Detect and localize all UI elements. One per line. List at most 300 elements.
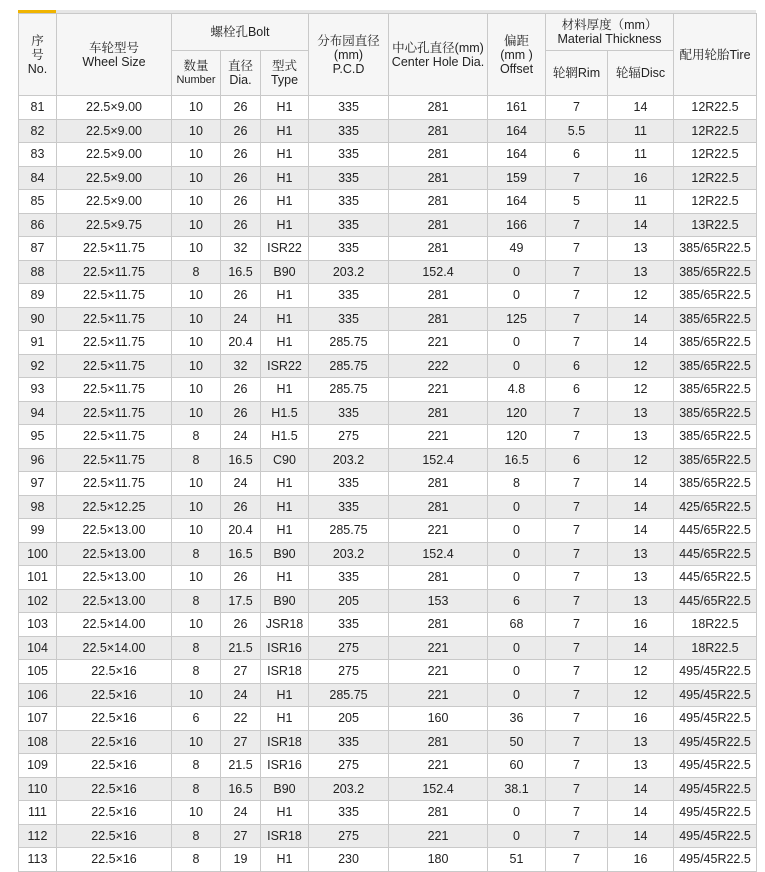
cell-no: 101 bbox=[19, 566, 57, 590]
cell-bolt-dia: 24 bbox=[221, 801, 261, 825]
cell-bolt-number: 8 bbox=[172, 636, 221, 660]
cell-pcd: 335 bbox=[309, 801, 389, 825]
cell-rim: 7 bbox=[546, 636, 608, 660]
header-no: 序 号 No. bbox=[19, 14, 57, 96]
cell-bolt-number: 8 bbox=[172, 260, 221, 284]
cell-no: 100 bbox=[19, 542, 57, 566]
cell-offset: 16.5 bbox=[488, 448, 546, 472]
cell-offset: 0 bbox=[488, 824, 546, 848]
cell-wheel-size: 22.5×11.75 bbox=[57, 260, 172, 284]
cell-center-hole: 153 bbox=[389, 589, 488, 613]
cell-bolt-dia: 26 bbox=[221, 284, 261, 308]
cell-bolt-type: H1 bbox=[261, 683, 309, 707]
cell-pcd: 335 bbox=[309, 472, 389, 496]
cell-bolt-type: H1 bbox=[261, 801, 309, 825]
table-row bbox=[19, 566, 757, 590]
cell-rim: 7 bbox=[546, 331, 608, 355]
cell-pcd: 335 bbox=[309, 213, 389, 237]
cell-no: 83 bbox=[19, 143, 57, 167]
cell-disc: 12 bbox=[608, 660, 674, 684]
cell-center-hole: 221 bbox=[389, 660, 488, 684]
cell-tire: 495/45R22.5 bbox=[674, 660, 757, 684]
cell-no: 111 bbox=[19, 801, 57, 825]
cell-tire: 495/45R22.5 bbox=[674, 777, 757, 801]
cell-tire: 445/65R22.5 bbox=[674, 542, 757, 566]
header-bolt-dia: 直径 Dia. bbox=[221, 51, 261, 96]
table-row bbox=[19, 542, 757, 566]
cell-wheel-size: 22.5×16 bbox=[57, 660, 172, 684]
cell-no: 108 bbox=[19, 730, 57, 754]
table-row bbox=[19, 495, 757, 519]
cell-center-hole: 281 bbox=[389, 495, 488, 519]
cell-wheel-size: 22.5×16 bbox=[57, 754, 172, 778]
cell-rim: 7 bbox=[546, 801, 608, 825]
cell-bolt-number: 10 bbox=[172, 683, 221, 707]
cell-no: 91 bbox=[19, 331, 57, 355]
cell-pcd: 203.2 bbox=[309, 448, 389, 472]
cell-tire: 385/65R22.5 bbox=[674, 331, 757, 355]
cell-no: 90 bbox=[19, 307, 57, 331]
table-row bbox=[19, 730, 757, 754]
cell-pcd: 335 bbox=[309, 613, 389, 637]
cell-center-hole: 281 bbox=[389, 213, 488, 237]
cell-bolt-dia: 22 bbox=[221, 707, 261, 731]
cell-no: 86 bbox=[19, 213, 57, 237]
cell-rim: 7 bbox=[546, 660, 608, 684]
cell-center-hole: 180 bbox=[389, 848, 488, 872]
cell-bolt-number: 10 bbox=[172, 96, 221, 120]
cell-disc: 13 bbox=[608, 542, 674, 566]
cell-rim: 7 bbox=[546, 213, 608, 237]
cell-offset: 0 bbox=[488, 542, 546, 566]
header-rim: 轮辋Rim bbox=[546, 51, 608, 96]
cell-pcd: 335 bbox=[309, 495, 389, 519]
cell-wheel-size: 22.5×11.75 bbox=[57, 425, 172, 449]
cell-offset: 0 bbox=[488, 331, 546, 355]
cell-offset: 36 bbox=[488, 707, 546, 731]
cell-rim: 7 bbox=[546, 260, 608, 284]
cell-offset: 60 bbox=[488, 754, 546, 778]
table-row bbox=[19, 401, 757, 425]
cell-offset: 51 bbox=[488, 848, 546, 872]
table-row bbox=[19, 777, 757, 801]
cell-pcd: 275 bbox=[309, 824, 389, 848]
cell-pcd: 285.75 bbox=[309, 331, 389, 355]
cell-bolt-dia: 26 bbox=[221, 495, 261, 519]
cell-pcd: 335 bbox=[309, 237, 389, 261]
cell-tire: 12R22.5 bbox=[674, 143, 757, 167]
cell-bolt-type: ISR22 bbox=[261, 354, 309, 378]
wheel-spec-table bbox=[18, 13, 757, 872]
cell-rim: 7 bbox=[546, 284, 608, 308]
cell-bolt-type: H1 bbox=[261, 119, 309, 143]
cell-disc: 13 bbox=[608, 260, 674, 284]
cell-disc: 14 bbox=[608, 824, 674, 848]
cell-center-hole: 281 bbox=[389, 566, 488, 590]
cell-center-hole: 281 bbox=[389, 143, 488, 167]
cell-bolt-number: 10 bbox=[172, 284, 221, 308]
cell-tire: 385/65R22.5 bbox=[674, 448, 757, 472]
cell-bolt-type: H1 bbox=[261, 566, 309, 590]
cell-bolt-number: 10 bbox=[172, 566, 221, 590]
cell-wheel-size: 22.5×9.75 bbox=[57, 213, 172, 237]
cell-bolt-type: B90 bbox=[261, 777, 309, 801]
cell-disc: 16 bbox=[608, 848, 674, 872]
cell-pcd: 285.75 bbox=[309, 683, 389, 707]
cell-bolt-number: 8 bbox=[172, 754, 221, 778]
cell-wheel-size: 22.5×11.75 bbox=[57, 448, 172, 472]
cell-bolt-type: H1 bbox=[261, 213, 309, 237]
cell-bolt-dia: 26 bbox=[221, 96, 261, 120]
cell-bolt-type: H1 bbox=[261, 307, 309, 331]
cell-wheel-size: 22.5×11.75 bbox=[57, 378, 172, 402]
cell-bolt-type: H1 bbox=[261, 472, 309, 496]
cell-no: 95 bbox=[19, 425, 57, 449]
table-row bbox=[19, 425, 757, 449]
cell-pcd: 335 bbox=[309, 730, 389, 754]
cell-rim: 7 bbox=[546, 730, 608, 754]
cell-tire: 495/45R22.5 bbox=[674, 683, 757, 707]
cell-tire: 445/65R22.5 bbox=[674, 519, 757, 543]
cell-rim: 7 bbox=[546, 613, 608, 637]
cell-disc: 11 bbox=[608, 143, 674, 167]
table-row bbox=[19, 448, 757, 472]
table-row bbox=[19, 284, 757, 308]
cell-bolt-number: 10 bbox=[172, 307, 221, 331]
cell-bolt-dia: 16.5 bbox=[221, 777, 261, 801]
cell-bolt-dia: 19 bbox=[221, 848, 261, 872]
cell-disc: 13 bbox=[608, 754, 674, 778]
cell-disc: 13 bbox=[608, 589, 674, 613]
cell-tire: 385/65R22.5 bbox=[674, 472, 757, 496]
cell-no: 106 bbox=[19, 683, 57, 707]
table-row bbox=[19, 213, 757, 237]
cell-bolt-number: 10 bbox=[172, 378, 221, 402]
cell-wheel-size: 22.5×16 bbox=[57, 683, 172, 707]
cell-rim: 6 bbox=[546, 143, 608, 167]
header-center-hole: 中心孔直径(mm) Center Hole Dia. bbox=[389, 14, 488, 96]
cell-bolt-type: ISR18 bbox=[261, 730, 309, 754]
cell-bolt-dia: 27 bbox=[221, 730, 261, 754]
cell-disc: 12 bbox=[608, 683, 674, 707]
cell-bolt-dia: 26 bbox=[221, 143, 261, 167]
cell-pcd: 203.2 bbox=[309, 260, 389, 284]
cell-center-hole: 281 bbox=[389, 284, 488, 308]
table-row bbox=[19, 260, 757, 284]
cell-bolt-dia: 27 bbox=[221, 824, 261, 848]
cell-tire: 495/45R22.5 bbox=[674, 707, 757, 731]
cell-no: 109 bbox=[19, 754, 57, 778]
cell-no: 98 bbox=[19, 495, 57, 519]
cell-tire: 495/45R22.5 bbox=[674, 730, 757, 754]
cell-disc: 14 bbox=[608, 307, 674, 331]
cell-disc: 14 bbox=[608, 213, 674, 237]
cell-bolt-dia: 26 bbox=[221, 119, 261, 143]
cell-tire: 12R22.5 bbox=[674, 190, 757, 214]
cell-disc: 14 bbox=[608, 495, 674, 519]
cell-tire: 385/65R22.5 bbox=[674, 284, 757, 308]
cell-rim: 7 bbox=[546, 589, 608, 613]
cell-rim: 7 bbox=[546, 754, 608, 778]
cell-rim: 7 bbox=[546, 472, 608, 496]
cell-center-hole: 152.4 bbox=[389, 448, 488, 472]
table-row bbox=[19, 143, 757, 167]
cell-disc: 14 bbox=[608, 331, 674, 355]
cell-offset: 68 bbox=[488, 613, 546, 637]
cell-center-hole: 221 bbox=[389, 519, 488, 543]
cell-disc: 16 bbox=[608, 707, 674, 731]
cell-bolt-number: 8 bbox=[172, 824, 221, 848]
cell-bolt-type: B90 bbox=[261, 542, 309, 566]
cell-offset: 0 bbox=[488, 354, 546, 378]
cell-bolt-dia: 26 bbox=[221, 213, 261, 237]
cell-offset: 49 bbox=[488, 237, 546, 261]
cell-tire: 495/45R22.5 bbox=[674, 754, 757, 778]
cell-no: 96 bbox=[19, 448, 57, 472]
cell-rim: 5 bbox=[546, 190, 608, 214]
cell-bolt-type: H1 bbox=[261, 519, 309, 543]
cell-wheel-size: 22.5×12.25 bbox=[57, 495, 172, 519]
cell-rim: 7 bbox=[546, 96, 608, 120]
cell-rim: 7 bbox=[546, 707, 608, 731]
cell-center-hole: 281 bbox=[389, 730, 488, 754]
cell-bolt-number: 10 bbox=[172, 401, 221, 425]
cell-wheel-size: 22.5×16 bbox=[57, 707, 172, 731]
cell-no: 92 bbox=[19, 354, 57, 378]
table-row bbox=[19, 707, 757, 731]
cell-tire: 12R22.5 bbox=[674, 96, 757, 120]
cell-bolt-type: ISR16 bbox=[261, 754, 309, 778]
cell-bolt-number: 8 bbox=[172, 777, 221, 801]
cell-rim: 7 bbox=[546, 401, 608, 425]
cell-offset: 0 bbox=[488, 801, 546, 825]
cell-bolt-type: H1 bbox=[261, 495, 309, 519]
cell-bolt-number: 10 bbox=[172, 613, 221, 637]
cell-no: 81 bbox=[19, 96, 57, 120]
cell-rim: 7 bbox=[546, 237, 608, 261]
cell-disc: 14 bbox=[608, 472, 674, 496]
table-row bbox=[19, 237, 757, 261]
cell-disc: 12 bbox=[608, 448, 674, 472]
cell-offset: 0 bbox=[488, 566, 546, 590]
cell-center-hole: 221 bbox=[389, 331, 488, 355]
cell-bolt-number: 8 bbox=[172, 425, 221, 449]
cell-rim: 5.5 bbox=[546, 119, 608, 143]
cell-wheel-size: 22.5×11.75 bbox=[57, 354, 172, 378]
table-row bbox=[19, 166, 757, 190]
table-row bbox=[19, 354, 757, 378]
table-row bbox=[19, 472, 757, 496]
cell-pcd: 335 bbox=[309, 143, 389, 167]
cell-bolt-type: B90 bbox=[261, 260, 309, 284]
cell-rim: 6 bbox=[546, 448, 608, 472]
cell-bolt-number: 10 bbox=[172, 143, 221, 167]
cell-center-hole: 281 bbox=[389, 613, 488, 637]
cell-center-hole: 281 bbox=[389, 166, 488, 190]
cell-disc: 12 bbox=[608, 378, 674, 402]
cell-pcd: 275 bbox=[309, 425, 389, 449]
cell-bolt-type: H1 bbox=[261, 378, 309, 402]
cell-bolt-type: JSR18 bbox=[261, 613, 309, 637]
cell-pcd: 335 bbox=[309, 119, 389, 143]
cell-disc: 12 bbox=[608, 354, 674, 378]
cell-bolt-number: 8 bbox=[172, 448, 221, 472]
cell-pcd: 203.2 bbox=[309, 777, 389, 801]
cell-center-hole: 221 bbox=[389, 636, 488, 660]
cell-bolt-dia: 21.5 bbox=[221, 636, 261, 660]
cell-no: 102 bbox=[19, 589, 57, 613]
cell-wheel-size: 22.5×13.00 bbox=[57, 589, 172, 613]
cell-bolt-type: ISR16 bbox=[261, 636, 309, 660]
cell-offset: 0 bbox=[488, 636, 546, 660]
cell-pcd: 335 bbox=[309, 96, 389, 120]
cell-center-hole: 221 bbox=[389, 754, 488, 778]
cell-center-hole: 222 bbox=[389, 354, 488, 378]
cell-center-hole: 221 bbox=[389, 425, 488, 449]
cell-wheel-size: 22.5×16 bbox=[57, 777, 172, 801]
cell-center-hole: 152.4 bbox=[389, 260, 488, 284]
cell-no: 110 bbox=[19, 777, 57, 801]
cell-bolt-dia: 16.5 bbox=[221, 448, 261, 472]
cell-bolt-dia: 26 bbox=[221, 566, 261, 590]
cell-bolt-dia: 32 bbox=[221, 354, 261, 378]
cell-rim: 7 bbox=[546, 848, 608, 872]
cell-rim: 7 bbox=[546, 495, 608, 519]
cell-bolt-type: C90 bbox=[261, 448, 309, 472]
cell-bolt-dia: 24 bbox=[221, 425, 261, 449]
cell-center-hole: 221 bbox=[389, 824, 488, 848]
cell-bolt-type: H1 bbox=[261, 284, 309, 308]
header-pcd: 分布园直径 (mm) P.C.D bbox=[309, 14, 389, 96]
cell-wheel-size: 22.5×11.75 bbox=[57, 401, 172, 425]
table-row bbox=[19, 848, 757, 872]
cell-no: 85 bbox=[19, 190, 57, 214]
cell-no: 82 bbox=[19, 119, 57, 143]
cell-bolt-dia: 16.5 bbox=[221, 542, 261, 566]
cell-no: 112 bbox=[19, 824, 57, 848]
cell-rim: 7 bbox=[546, 542, 608, 566]
header-material-thickness: 材料厚度（mm） Material Thickness bbox=[546, 14, 674, 51]
cell-no: 99 bbox=[19, 519, 57, 543]
cell-wheel-size: 22.5×16 bbox=[57, 848, 172, 872]
cell-no: 103 bbox=[19, 613, 57, 637]
cell-wheel-size: 22.5×11.75 bbox=[57, 307, 172, 331]
cell-bolt-dia: 26 bbox=[221, 190, 261, 214]
cell-bolt-number: 10 bbox=[172, 801, 221, 825]
cell-bolt-number: 8 bbox=[172, 589, 221, 613]
cell-disc: 13 bbox=[608, 425, 674, 449]
header-offset: 偏距 (mm ) Offset bbox=[488, 14, 546, 96]
cell-bolt-dia: 32 bbox=[221, 237, 261, 261]
cell-bolt-type: H1 bbox=[261, 96, 309, 120]
cell-rim: 7 bbox=[546, 425, 608, 449]
cell-tire: 495/45R22.5 bbox=[674, 824, 757, 848]
cell-bolt-type: H1 bbox=[261, 707, 309, 731]
cell-center-hole: 221 bbox=[389, 683, 488, 707]
cell-wheel-size: 22.5×14.00 bbox=[57, 636, 172, 660]
cell-offset: 164 bbox=[488, 143, 546, 167]
cell-no: 107 bbox=[19, 707, 57, 731]
cell-wheel-size: 22.5×11.75 bbox=[57, 284, 172, 308]
cell-center-hole: 281 bbox=[389, 237, 488, 261]
cell-pcd: 335 bbox=[309, 401, 389, 425]
table-row bbox=[19, 378, 757, 402]
cell-wheel-size: 22.5×9.00 bbox=[57, 96, 172, 120]
cell-offset: 164 bbox=[488, 119, 546, 143]
cell-tire: 18R22.5 bbox=[674, 613, 757, 637]
cell-bolt-number: 6 bbox=[172, 707, 221, 731]
cell-pcd: 275 bbox=[309, 754, 389, 778]
cell-wheel-size: 22.5×11.75 bbox=[57, 237, 172, 261]
cell-bolt-dia: 24 bbox=[221, 472, 261, 496]
cell-bolt-dia: 21.5 bbox=[221, 754, 261, 778]
cell-offset: 120 bbox=[488, 425, 546, 449]
cell-disc: 11 bbox=[608, 190, 674, 214]
cell-tire: 12R22.5 bbox=[674, 166, 757, 190]
cell-offset: 38.1 bbox=[488, 777, 546, 801]
cell-tire: 13R22.5 bbox=[674, 213, 757, 237]
cell-bolt-number: 8 bbox=[172, 660, 221, 684]
cell-pcd: 335 bbox=[309, 566, 389, 590]
cell-center-hole: 281 bbox=[389, 401, 488, 425]
header-bolt-type: 型式 Type bbox=[261, 51, 309, 96]
cell-bolt-type: H1.5 bbox=[261, 401, 309, 425]
cell-wheel-size: 22.5×11.75 bbox=[57, 472, 172, 496]
cell-bolt-number: 10 bbox=[172, 495, 221, 519]
cell-center-hole: 281 bbox=[389, 96, 488, 120]
table-row bbox=[19, 636, 757, 660]
cell-tire: 12R22.5 bbox=[674, 119, 757, 143]
cell-offset: 0 bbox=[488, 495, 546, 519]
cell-tire: 385/65R22.5 bbox=[674, 307, 757, 331]
cell-offset: 4.8 bbox=[488, 378, 546, 402]
cell-rim: 6 bbox=[546, 378, 608, 402]
cell-disc: 16 bbox=[608, 613, 674, 637]
table-header bbox=[19, 14, 757, 96]
cell-disc: 14 bbox=[608, 777, 674, 801]
cell-offset: 0 bbox=[488, 683, 546, 707]
cell-offset: 159 bbox=[488, 166, 546, 190]
table-row bbox=[19, 307, 757, 331]
cell-tire: 495/45R22.5 bbox=[674, 801, 757, 825]
cell-tire: 445/65R22.5 bbox=[674, 566, 757, 590]
cell-bolt-number: 10 bbox=[172, 119, 221, 143]
cell-offset: 0 bbox=[488, 260, 546, 284]
cell-pcd: 285.75 bbox=[309, 378, 389, 402]
cell-offset: 0 bbox=[488, 660, 546, 684]
cell-rim: 7 bbox=[546, 307, 608, 331]
cell-no: 88 bbox=[19, 260, 57, 284]
cell-center-hole: 281 bbox=[389, 801, 488, 825]
cell-bolt-number: 10 bbox=[172, 190, 221, 214]
cell-no: 87 bbox=[19, 237, 57, 261]
cell-offset: 164 bbox=[488, 190, 546, 214]
cell-bolt-dia: 16.5 bbox=[221, 260, 261, 284]
cell-tire: 18R22.5 bbox=[674, 636, 757, 660]
cell-tire: 385/65R22.5 bbox=[674, 354, 757, 378]
cell-bolt-type: H1.5 bbox=[261, 425, 309, 449]
cell-bolt-number: 10 bbox=[172, 730, 221, 754]
table-row bbox=[19, 589, 757, 613]
cell-disc: 13 bbox=[608, 401, 674, 425]
cell-bolt-type: H1 bbox=[261, 143, 309, 167]
table-row bbox=[19, 801, 757, 825]
cell-disc: 13 bbox=[608, 237, 674, 261]
cell-bolt-number: 8 bbox=[172, 848, 221, 872]
table-row bbox=[19, 754, 757, 778]
cell-disc: 11 bbox=[608, 119, 674, 143]
cell-offset: 166 bbox=[488, 213, 546, 237]
